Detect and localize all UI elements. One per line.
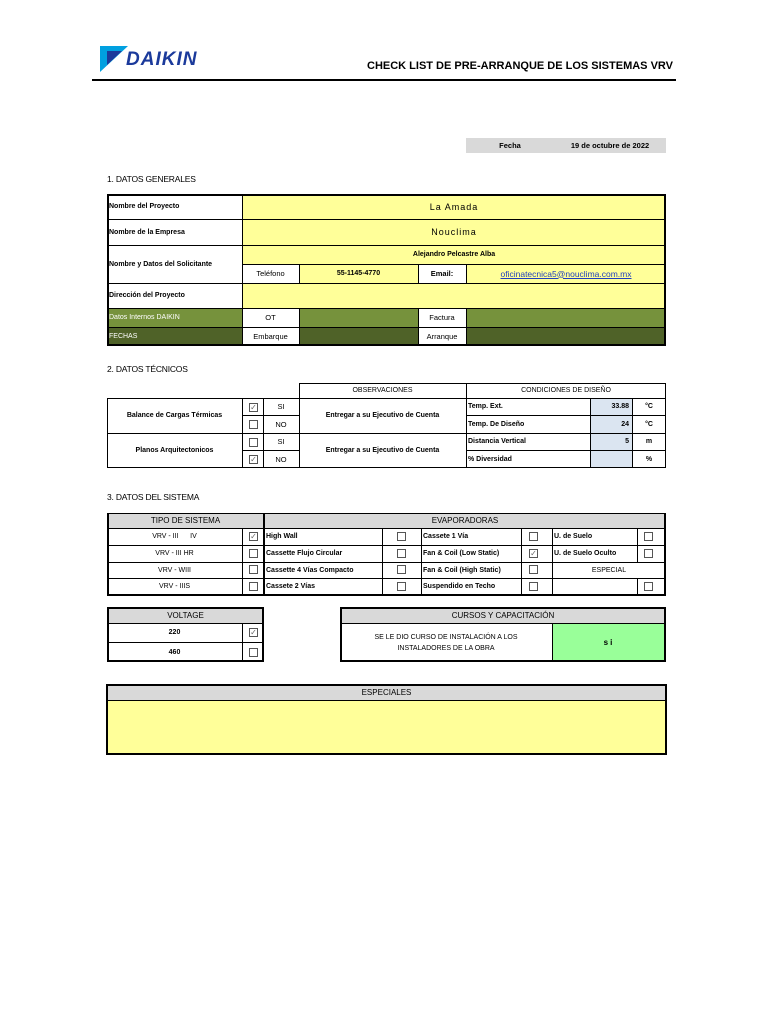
evap-option: Suspendido en Techo <box>423 583 496 590</box>
phone-value[interactable]: 55-1145-4770 <box>336 270 381 277</box>
page-title: CHECK LIST DE PRE-ARRANQUE DE LOS SISTEMAS VRV <box>367 60 673 72</box>
temp-design-value[interactable]: 24 <box>621 420 629 428</box>
temp-design-label: Temp. De Diseño <box>468 420 525 428</box>
evap-option: Cassete 2 Vías <box>266 583 316 590</box>
type-option: VRV - III HR <box>155 550 194 557</box>
temp-design-unit: °C <box>645 420 653 428</box>
thermal-load-si-checkbox[interactable]: ✓ <box>250 403 257 412</box>
invoice-label: Factura <box>429 313 455 322</box>
daikin-logo-icon <box>100 46 128 72</box>
voltage-checkbox[interactable] <box>249 648 258 657</box>
evap-checkbox[interactable] <box>529 582 538 591</box>
evap-checkbox[interactable] <box>529 565 538 574</box>
header-rule <box>92 79 676 81</box>
evap-option: High Wall <box>266 533 298 540</box>
observations-header: OBSERVACIONES <box>352 387 413 394</box>
voltage-option: 460 <box>168 648 181 656</box>
address-label: Dirección del Proyecto <box>109 292 185 299</box>
plans-si-label: SI <box>277 437 285 446</box>
vertical-distance-label: Distancia Vertical <box>468 438 526 445</box>
type-checkbox[interactable] <box>249 549 258 558</box>
ot-label: OT <box>265 313 276 322</box>
vertical-distance-unit: m <box>645 438 653 445</box>
address-value[interactable] <box>242 283 666 308</box>
design-header: CONDICIONES DE DISEÑO <box>521 387 611 394</box>
type-option: VRV - III IV <box>152 533 197 540</box>
thermal-load-label: Balance de Cargas Térmicas <box>126 412 223 419</box>
evap-option: Fan & Coil (Low Static) <box>423 550 500 557</box>
courses-answer[interactable]: si <box>603 638 615 647</box>
evap-option <box>552 578 642 595</box>
technical-table <box>107 383 666 468</box>
evap-option: U. de Suelo Oculto <box>554 550 617 557</box>
evap-checkbox[interactable] <box>644 549 653 558</box>
evap-option: Cassette 4 Vías Compacto <box>266 566 354 574</box>
company-value[interactable]: Nouclima <box>431 227 477 237</box>
type-checkbox[interactable]: ✓ <box>250 532 257 541</box>
evap-header: EVAPORADORAS <box>431 516 499 525</box>
special-table <box>106 684 667 755</box>
vertical-distance-value[interactable]: 5 <box>625 438 629 445</box>
evap-checkbox[interactable] <box>397 565 406 574</box>
section-general-title: 1. DATOS GENERALES <box>107 174 196 184</box>
evap-option: U. de Suelo <box>554 533 593 540</box>
evap-option: Fan & Coil (High Static) <box>423 566 501 574</box>
date-value[interactable]: 19 de octubre de 2022 <box>554 138 666 153</box>
email-value[interactable]: oficinatecnica5@nouclima.com.mx <box>500 268 632 279</box>
internal-label: Datos Internos DAIKIN <box>109 314 180 321</box>
type-option: VRV - IIIS <box>159 583 190 590</box>
daikin-logo <box>100 46 226 74</box>
evap-option: ESPECIAL <box>591 566 627 574</box>
evap-checkbox[interactable] <box>644 582 653 591</box>
evap-checkbox[interactable] <box>644 532 653 541</box>
project-name-value[interactable]: La Amada <box>429 201 479 212</box>
plans-si-checkbox[interactable] <box>249 438 258 447</box>
voltage-option: 220 <box>168 629 181 636</box>
thermal-load-no-label: NO <box>275 419 287 429</box>
evap-option: Cassete 1 Vía <box>423 533 469 540</box>
section-technical-title: 2. DATOS TÉCNICOS <box>107 364 188 374</box>
brand-name: DAIKIN <box>126 49 198 70</box>
temp-ext-unit: °C <box>645 403 653 410</box>
temp-ext-label: Temp. Ext. <box>468 403 503 410</box>
type-option: VRV - WIII <box>158 566 191 574</box>
ot-value[interactable] <box>299 308 418 327</box>
general-table <box>107 194 666 346</box>
evap-checkbox[interactable] <box>397 582 406 591</box>
dates-label: FECHAS <box>109 333 138 340</box>
plans-label: Planos Arquitectonicos <box>135 447 214 454</box>
evap-option: Cassette Flujo Circular <box>266 550 343 557</box>
diversity-unit: % <box>645 455 653 463</box>
plans-observation: Entregar a su Ejecutivo de Cuenta <box>325 447 440 454</box>
date-label: Fecha <box>466 138 554 153</box>
project-name-label: Nombre del Proyecto <box>109 203 180 210</box>
evap-checkbox[interactable]: ✓ <box>530 549 537 558</box>
thermal-load-observation: Entregar a su Ejecutivo de Cuenta <box>325 412 440 419</box>
courses-table <box>340 607 666 662</box>
voltage-table <box>107 607 264 662</box>
evap-checkbox[interactable] <box>397 532 406 541</box>
special-content[interactable] <box>110 702 660 752</box>
voltage-header: VOLTAGE <box>167 610 204 620</box>
thermal-load-si-label: SI <box>277 402 285 411</box>
courses-question: SE LE DIO CURSO DE INSTALACIÓN A LOS INSTALADORES DE LA OBRA <box>374 633 518 652</box>
system-table <box>107 513 666 595</box>
diversity-value[interactable] <box>590 450 632 468</box>
company-label: Nombre de la Empresa <box>109 228 185 236</box>
diversity-label: % Diversidad <box>468 455 512 463</box>
thermal-load-no-checkbox[interactable] <box>249 420 258 429</box>
shipment-label: Embarque <box>253 332 288 341</box>
courses-header: CURSOS Y CAPACITACIÓN <box>451 610 555 620</box>
requester-value[interactable]: Alejandro Pelcastre Alba <box>412 251 496 258</box>
section-system-title: 3. DATOS DEL SISTEMA <box>107 492 200 502</box>
phone-label: Teléfono <box>256 269 285 278</box>
evap-checkbox[interactable] <box>529 532 538 541</box>
startup-label: Arranque <box>426 332 458 341</box>
evap-checkbox[interactable] <box>397 549 406 558</box>
plans-no-checkbox[interactable]: ✓ <box>250 455 257 464</box>
plans-no-label: NO <box>275 454 287 464</box>
requester-label: Nombre y Datos del Solicitante <box>109 260 213 268</box>
invoice-value[interactable] <box>466 308 666 327</box>
email-label: Email: <box>430 269 454 278</box>
voltage-checkbox[interactable]: ✓ <box>250 628 257 637</box>
type-checkbox[interactable] <box>249 565 258 574</box>
special-header: ESPECIALES <box>361 687 412 697</box>
type-header: TIPO DE SISTEMA <box>150 516 221 525</box>
temp-ext-value[interactable]: 33.88 <box>611 403 629 410</box>
type-checkbox[interactable] <box>249 582 258 591</box>
